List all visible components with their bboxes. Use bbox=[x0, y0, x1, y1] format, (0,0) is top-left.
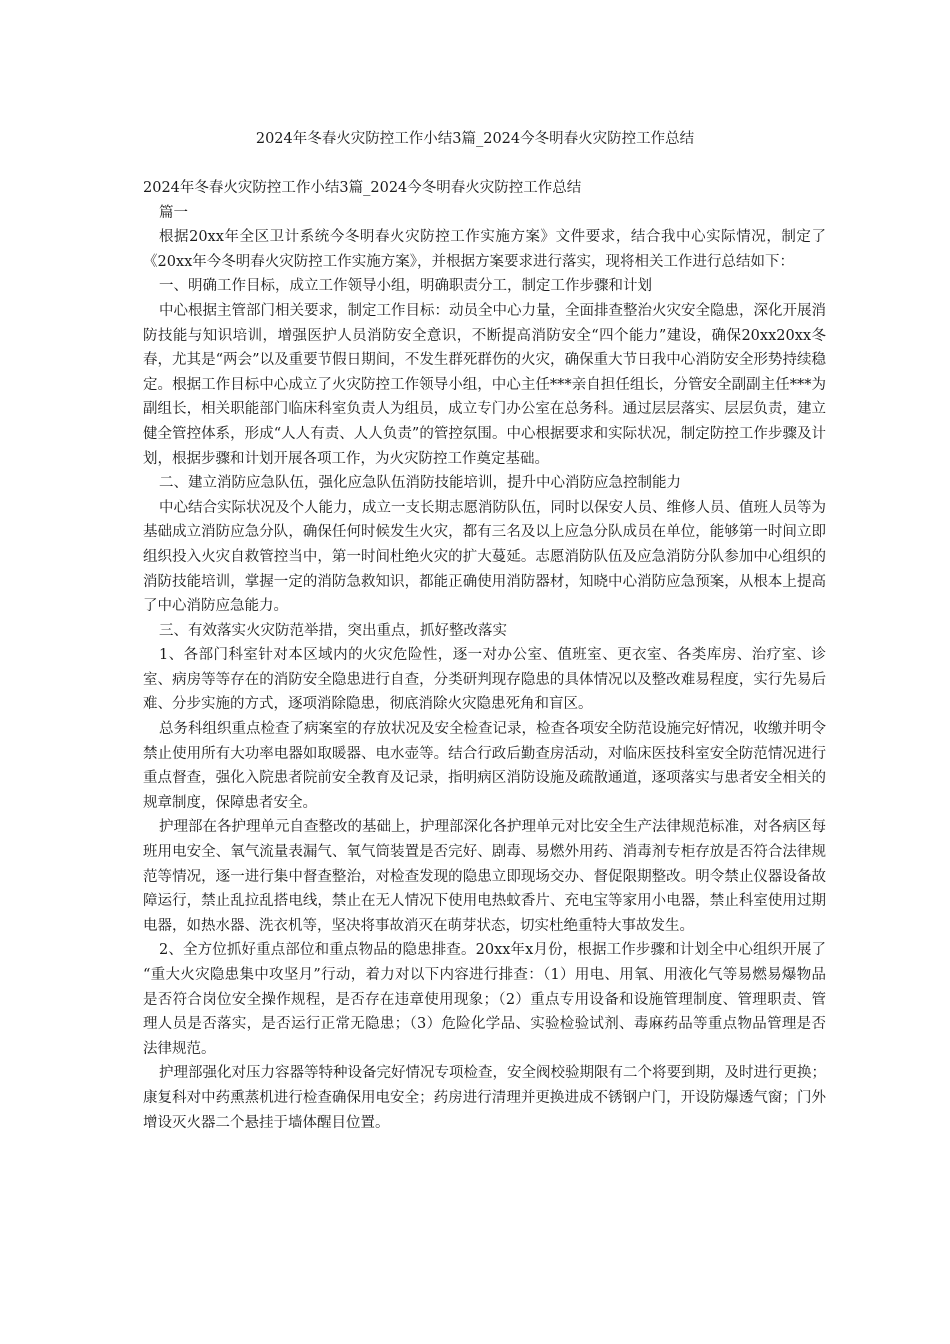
section-1-paragraph: 中心根据主管部门相关要求，制定工作目标：动员全中心力量，全面排查整治火灾安全隐患，深化开展消防技能与知识培训，增强医护人员消防安全意识，不断提高消防安全“四个能力”建设，确保20xx20xx冬春，尤其是“两会”以及重要节假日期间，不发生群死群伤的火灾，确保重大节日我中心消防安全形势持续稳定。根据工作目标中心成立了火灾防控工作领导小组，中心主任***亲自担任组长，分管安全副副主任***为副组长，相关职能部门临床科室负责人为组员，成立专门办公室在总务科。通过层层落实、层层负责，建立健全管控体系，形成“人人有责、人人负责”的管控氛围。中心根据要求和实际状况，制定防控工作步骤及计划，根据步骤和计划开展各项工作，为火灾防控工作奠定基础。 bbox=[143, 302, 826, 467]
intro-paragraph: 根据20xx年全区卫计系统今冬明春火灾防控工作实施方案》文件要求，结合我中心实际情况，制定了《20xx年今冬明春火灾防控工作实施方案》，并根据方案要求进行落实，现将相关工作进行总结如下： bbox=[143, 229, 826, 270]
section-3-nursing-paragraph: 护理部在各护理单元自查整改的基础上，护理部深化各护理单元对比安全生产法律规范标准，对各病区每班用电安全、氧气流量表漏气、氧气筒装置是否完好、剧毒、易燃外用药、消毒剂专柜存放是否符合法律规范等情况，逐一进行集中督查整治，对检查发现的隐患立即现场交办、督促限期整改。明令禁止仪器设备故障运行，禁止乱拉乱搭电线，禁止在无人情况下使用电热蚊香片、充电宝等家用小电器，禁止科室使用过期电器，如热水器、洗衣机等，坚决将事故消灭在萌芽状态，切实杜绝重特大事故发生。 bbox=[143, 819, 826, 934]
section-3-item-2: 2、全方位抓好重点部位和重点物品的隐患排查。20xx年x月份，根据工作步骤和计划全中心组织开展了 “重大火灾隐患集中攻坚月”行动，着力对以下内容进行排查：（1）用电、用氧、用液化气等易燃易爆物品是否符合岗位安全操作规程，是否存在违章使用现象；（2）重点专用设备和设施管理制度、管理职责、管理人员是否落实，是否运行正常无隐患；（3）危险化学品、实验检验试剂、毒麻药品等重点物品管理是否法律规范。 bbox=[143, 942, 826, 1057]
section-heading-2: 二、建立消防应急队伍，强化应急队伍消防技能培训，提升中心消防应急控制能力 bbox=[159, 475, 681, 492]
section-heading-1: 一、明确工作目标，成立工作领导小组，明确职责分工，制定工作步骤和计划 bbox=[159, 278, 652, 295]
section-3-item-1: 1、各部门科室针对本区域内的火灾危险性，逐一对办公室、值班室、更衣室、各类库房、治疗室、诊室、病房等等存在的消防安全隐患进行自查，分类研判现存隐患的具体情况以及整改难易程度，实行先易后难、分步实施的方式，逐项消除隐患，彻底消除火灾隐患死角和盲区。 bbox=[143, 647, 826, 713]
document-body bbox=[143, 176, 826, 1135]
page-title: 2024年冬春火灾防控工作小结3篇_2024今冬明春火灾防控工作总结 bbox=[255, 131, 695, 147]
section-heading-3: 三、有效落实火灾防范举措，突出重点，抓好整改落实 bbox=[159, 622, 507, 639]
document-subtitle: 2024年冬春火灾防控工作小结3篇_2024今冬明春火灾防控工作总结 bbox=[143, 180, 582, 196]
part-label: 篇一 bbox=[159, 204, 188, 221]
section-3-general-affairs-paragraph: 总务科组织重点检查了病案室的存放状况及安全检查记录，检查各项安全防范设施完好情况，收缴并明令禁止使用所有大功率电器如取暖器、电水壶等。结合行政后勤查房活动，对临床医技科室安全防范情况进行重点督查，强化入院患者院前安全教育及记录，指明病区消防设施及疏散通道，逐项落实与患者安全相关的规章制度，保障患者安全。 bbox=[143, 721, 826, 811]
section-2-paragraph: 中心结合实际状况及个人能力，成立一支长期志愿消防队伍，同时以保安人员、维修人员、值班人员等为基础成立消防应急分队，确保任何时候发生火灾，都有三名及以上应急分队成员在单位，能够第一时间立即组织投入火灾自救管控当中，第一时间杜绝火灾的扩大蔓延。志愿消防队伍及应急消防分队参加中心组织的消防技能培训，掌握一定的消防急救知识，都能正确使用消防器材，知晓中心消防应急预案，从根本上提高了中心消防应急能力。 bbox=[143, 499, 826, 615]
section-3-special-equipment-paragraph: 护理部强化对压力容器等特种设备完好情况专项检查，安全阀校验期限有二个将要到期，及时进行更换；康复科对中药熏蒸机进行检查确保用电安全；药房进行清理并更换进成不锈钢户门，开设防爆透气窗；门外增设灭火器二个悬挂于墙体醒目位置。 bbox=[143, 1065, 826, 1131]
